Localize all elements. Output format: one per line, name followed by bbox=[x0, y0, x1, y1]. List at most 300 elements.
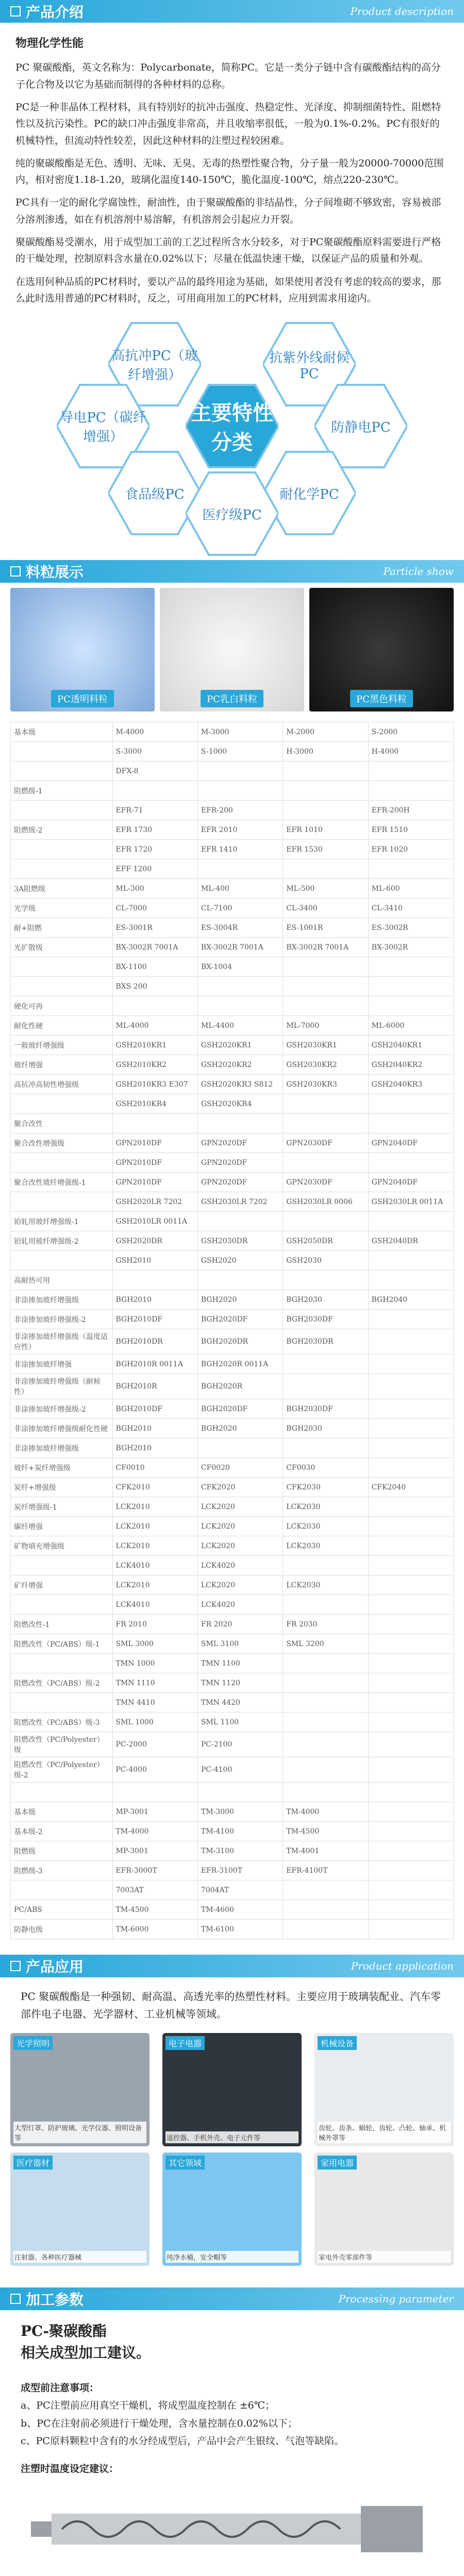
table-row bbox=[11, 1458, 454, 1478]
table-cell bbox=[11, 977, 113, 996]
table-cell: 矿物填充增强级 bbox=[11, 1536, 113, 1556]
table-cell bbox=[11, 761, 113, 781]
table-cell bbox=[368, 1497, 453, 1517]
table-cell bbox=[197, 996, 283, 1016]
table-cell bbox=[368, 1251, 453, 1270]
table-cell: BGH2030 bbox=[283, 1419, 368, 1438]
table-cell: CL-7100 bbox=[197, 899, 283, 918]
table-cell: BGH2020R bbox=[197, 1374, 283, 1399]
table-cell: LCK2010 bbox=[112, 1575, 197, 1595]
table-cell: GSH2020KR4 bbox=[197, 1094, 283, 1114]
table-cell bbox=[11, 1556, 113, 1575]
table-cell bbox=[197, 1783, 283, 1802]
table-cell bbox=[368, 1438, 453, 1458]
table-cell: TMN 1120 bbox=[197, 1673, 283, 1693]
table-cell: LCK2010 bbox=[112, 1517, 197, 1536]
table-cell bbox=[197, 1114, 283, 1133]
table-cell: GSH2030DR bbox=[197, 1231, 283, 1251]
pc-title: PC-聚碳酸酯 相关成型加工建议。 bbox=[21, 2323, 151, 2362]
table-cell bbox=[368, 1556, 453, 1575]
table-cell bbox=[11, 801, 113, 820]
table-cell: BGH2010 bbox=[112, 1419, 197, 1438]
table-cell: 炭纤+增强级 bbox=[11, 1478, 113, 1497]
table-cell: CL-7000 bbox=[112, 899, 197, 918]
table-cell: LCK2020 bbox=[197, 1536, 283, 1556]
table-cell: GPN2020DF bbox=[197, 1173, 283, 1192]
para-1: PC 聚碳酸酯，英文名称为：Polycarbonate，简称PC。它是一类分子链中含有碳酸酯结构的高分子化合物及以它为基础而制得的各种材料的总称。 bbox=[15, 62, 441, 90]
table-row bbox=[11, 1016, 454, 1036]
table-cell: GPN2010DF bbox=[112, 1173, 197, 1192]
table-cell: 阻燃改性（PC/Polyester）级-2 bbox=[11, 1757, 113, 1783]
table-cell: 高耐热可用 bbox=[11, 1270, 113, 1290]
table-cell: CFK2040 bbox=[368, 1478, 453, 1497]
table-cell: LCK2030 bbox=[283, 1517, 368, 1536]
table-cell: 非涂掺加玻纤增强级 bbox=[11, 1438, 113, 1458]
table-cell: BGH2010 bbox=[112, 1290, 197, 1310]
table-cell: 阻燃改性（PC/ABS）级-2 bbox=[11, 1673, 113, 1693]
table-row bbox=[11, 1055, 454, 1075]
table-cell bbox=[368, 996, 453, 1016]
table-cell: GPN2030DF bbox=[283, 1173, 368, 1192]
table-cell bbox=[368, 957, 453, 977]
table-row bbox=[11, 1173, 454, 1192]
table-cell: GSH2030LR 7202 bbox=[197, 1192, 283, 1212]
table-cell: 非涂掺加玻纤增强级-2 bbox=[11, 1310, 113, 1329]
table-cell: BGH2010R 0011A bbox=[112, 1354, 197, 1374]
hex-item: 医疗级PC bbox=[186, 467, 278, 560]
table-row bbox=[11, 1270, 454, 1290]
table-cell: LCK4010 bbox=[112, 1595, 197, 1615]
table-cell bbox=[368, 1654, 453, 1673]
hex-item: 食品级PC bbox=[108, 447, 201, 539]
particle-image bbox=[10, 588, 155, 711]
table-cell: GSH2010KR2 bbox=[112, 1055, 197, 1075]
table-cell: TMN 4410 bbox=[112, 1693, 197, 1713]
table-cell: GSH2030KR3 bbox=[283, 1075, 368, 1094]
table-cell: CL-3410 bbox=[368, 899, 453, 918]
table-cell: TM-4500 bbox=[112, 1900, 197, 1920]
table-cell: PC-2100 bbox=[197, 1732, 283, 1757]
table-cell bbox=[368, 859, 453, 879]
table-cell: GSH2050DR bbox=[283, 1231, 368, 1251]
table-cell: ML-4000 bbox=[112, 1016, 197, 1036]
table-cell: TMN 1000 bbox=[112, 1654, 197, 1673]
table-cell: 阻燃级-3 bbox=[11, 1861, 113, 1880]
hex-item: 导电PC（碳纤增强） bbox=[57, 380, 150, 472]
table-cell: 7004AT bbox=[197, 1880, 283, 1900]
table-cell bbox=[368, 781, 453, 801]
table-cell: CF0030 bbox=[283, 1458, 368, 1478]
table-row bbox=[11, 1822, 454, 1841]
table-cell: EFR-3000T bbox=[112, 1861, 197, 1880]
table-cell: 基本级 bbox=[11, 722, 113, 742]
table-cell: 阻燃改性（PC/ABS）级-1 bbox=[11, 1634, 113, 1654]
table-cell: BX-3002R 7001A bbox=[112, 938, 197, 957]
table-cell bbox=[368, 1861, 453, 1880]
table-row bbox=[11, 1634, 454, 1654]
para-5: 聚碳酸酯易受潮水，用于成型加工前的工艺过程所含水分较多，对于PC聚碳酸酯原料需要进行严格的干燥处理，控制原料含水量在0.02%以下；尽量在低温快速干燥，以保证产品的质量和外观。 bbox=[15, 236, 441, 265]
section-header-processing: 加工参数 Processing parameter bbox=[0, 2287, 464, 2310]
table-cell: GPN2020DF bbox=[197, 1153, 283, 1173]
app-label: 其它领域 bbox=[165, 2156, 205, 2170]
table-cell bbox=[283, 1374, 368, 1399]
table-cell: 矿纤增强 bbox=[11, 1575, 113, 1595]
app-label: 家用电器 bbox=[318, 2156, 357, 2170]
table-cell bbox=[283, 1270, 368, 1290]
table-cell: GSH2030 bbox=[283, 1251, 368, 1270]
table-cell bbox=[283, 1673, 368, 1693]
table-cell: BGH2020 bbox=[197, 1419, 283, 1438]
table-cell: BGH2020DR bbox=[197, 1329, 283, 1354]
table-row bbox=[11, 1841, 454, 1861]
table-cell bbox=[368, 1329, 453, 1354]
table-cell: SML 1000 bbox=[112, 1713, 197, 1732]
table-cell: MP-3001 bbox=[112, 1841, 197, 1861]
app-desc: 齿轮、齿条、蜗轮、齿轮、凸轮、轴承、机械外罩等 bbox=[318, 2122, 451, 2143]
square-icon bbox=[10, 2294, 21, 2304]
para-4: PC具有一定的耐化学腐蚀性，耐油性，由于聚碳酸酯的非结晶性，分子间堆砌不够致密，容易被部分溶剂渗透，如在有机溶剂中易溶解，有机溶剂会引起应力开裂。 bbox=[15, 197, 441, 225]
table-cell bbox=[368, 1094, 453, 1114]
table-cell bbox=[283, 1114, 368, 1133]
table-row bbox=[11, 1192, 454, 1212]
particle-caption: PC透明料粒 bbox=[51, 690, 114, 707]
table-row bbox=[11, 859, 454, 879]
table-cell: S-2000 bbox=[368, 722, 453, 742]
table-cell: TM-6000 bbox=[112, 1920, 197, 1939]
table-row bbox=[11, 1880, 454, 1900]
section-header-particle-show: 料粒展示 Particle show bbox=[0, 560, 464, 583]
table-cell: 3A阻燃级 bbox=[11, 879, 113, 899]
table-row bbox=[11, 801, 454, 820]
table-cell bbox=[368, 1575, 453, 1595]
table-row bbox=[11, 996, 454, 1016]
table-cell: EFR-200H bbox=[368, 801, 453, 820]
table-row bbox=[11, 879, 454, 899]
table-cell: EFR 1010 bbox=[283, 820, 368, 840]
table-cell: GSH2040KR1 bbox=[368, 1036, 453, 1055]
table-cell: BGH2040 bbox=[368, 1290, 453, 1310]
table-cell: GSH2020KR2 bbox=[197, 1055, 283, 1075]
table-cell bbox=[112, 1114, 197, 1133]
table-row bbox=[11, 1374, 454, 1399]
table-cell bbox=[368, 761, 453, 781]
table-cell bbox=[368, 1841, 453, 1861]
table-row bbox=[11, 1212, 454, 1231]
table-cell: EFR 1510 bbox=[368, 820, 453, 840]
table-cell: GPN2010DF bbox=[112, 1133, 197, 1153]
table-cell: ML-6000 bbox=[368, 1016, 453, 1036]
table-row bbox=[11, 1783, 454, 1802]
hex-center: 主要特性分类 bbox=[186, 380, 278, 472]
table-cell bbox=[112, 1783, 197, 1802]
table-row bbox=[11, 977, 454, 996]
table-cell: CF0020 bbox=[197, 1458, 283, 1478]
table-cell bbox=[11, 957, 113, 977]
table-cell bbox=[283, 1732, 368, 1757]
table-row bbox=[11, 1438, 454, 1458]
table-cell: EFR-3100T bbox=[197, 1861, 283, 1880]
table-cell bbox=[283, 1654, 368, 1673]
table-cell: LCK4020 bbox=[197, 1595, 283, 1615]
para-6: 在选用何种品质的PC材料时，要以产品的最终用途为基础，如果使用者没有考虑的较高的要求，那么此时选用普通的PC材料时，反之，可用商用加工的PC材料，应用到需求用途内。 bbox=[15, 276, 441, 304]
table-row bbox=[11, 938, 454, 957]
table-cell bbox=[11, 1153, 113, 1173]
table-cell bbox=[283, 1693, 368, 1713]
table-cell: PC-4100 bbox=[197, 1757, 283, 1783]
table-cell: EFR-4100T bbox=[283, 1861, 368, 1880]
table-cell: GSH2020KR1 bbox=[197, 1036, 283, 1055]
table-cell: 阻燃改性（PC/Polyester）级 bbox=[11, 1732, 113, 1757]
table-cell: GSH2030KR1 bbox=[283, 1036, 368, 1055]
table-cell: EFR 1530 bbox=[283, 840, 368, 859]
table-row bbox=[11, 899, 454, 918]
table-cell bbox=[368, 1212, 453, 1231]
table-cell bbox=[368, 1920, 453, 1939]
table-cell: TM-6100 bbox=[197, 1920, 283, 1939]
table-cell: TM-4600 bbox=[197, 1900, 283, 1920]
table-cell: FR 2010 bbox=[112, 1615, 197, 1634]
table-cell: MP-3001 bbox=[112, 1802, 197, 1822]
table-row bbox=[11, 1133, 454, 1153]
table-cell: S-1000 bbox=[197, 742, 283, 761]
table-cell bbox=[197, 1438, 283, 1458]
square-icon bbox=[10, 1961, 21, 1971]
table-row bbox=[11, 1231, 454, 1251]
table-cell bbox=[197, 977, 283, 996]
table-cell: BX-1004 bbox=[197, 957, 283, 977]
table-cell bbox=[368, 1270, 453, 1290]
para-2: PC是一种非晶体工程材料，具有特别好的抗冲击强度、热稳定性、光泽度、抑制细菌特性、阻燃特性以及抗污染性。PC的缺口冲击强度非常高，并且收缩率很低，一般为0.1%-0.2%。PC有很好的机械特性，但流动特性较差，因此这种材料的注塑过程较困难。 bbox=[15, 101, 441, 146]
table-row bbox=[11, 1595, 454, 1615]
table-cell: 硬化可再 bbox=[11, 996, 113, 1016]
table-cell: BX-3002R 7001A bbox=[197, 938, 283, 957]
table-row bbox=[11, 1075, 454, 1094]
table-cell bbox=[11, 840, 113, 859]
table-cell: GSH2010KR1 bbox=[112, 1036, 197, 1055]
table-cell: 铂轧用玻纤增强级-1 bbox=[11, 1212, 113, 1231]
table-cell bbox=[283, 1556, 368, 1575]
hex-item: 高抗冲PC（玻纤增强） bbox=[108, 318, 201, 411]
table-cell bbox=[368, 1757, 453, 1783]
table-cell: LCK2010 bbox=[112, 1536, 197, 1556]
table-row bbox=[11, 1900, 454, 1920]
table-cell: TM-4500 bbox=[283, 1822, 368, 1841]
app-desc: 家电外壳零部件等 bbox=[318, 2251, 451, 2263]
app-desc: 遥控器、手机外壳、电子元件等 bbox=[165, 2131, 299, 2143]
table-row bbox=[11, 1802, 454, 1822]
table-cell: 阻燃级-2 bbox=[11, 820, 113, 840]
table-cell: CFK2010 bbox=[112, 1478, 197, 1497]
table-cell bbox=[283, 781, 368, 801]
table-cell bbox=[283, 1595, 368, 1615]
table-cell: 碳纤增强 bbox=[11, 1517, 113, 1536]
table-cell: TMN 4420 bbox=[197, 1693, 283, 1713]
app-label: 光学照明 bbox=[13, 2036, 53, 2050]
table-cell bbox=[11, 1192, 113, 1212]
table-cell: BGH2030DF bbox=[283, 1399, 368, 1419]
table-cell: 阻燃级-1 bbox=[11, 781, 113, 801]
table-row bbox=[11, 1354, 454, 1374]
table-row bbox=[11, 1399, 454, 1419]
table-cell: S-3000 bbox=[112, 742, 197, 761]
table-cell: BGH2020DF bbox=[197, 1310, 283, 1329]
app-card bbox=[314, 2153, 454, 2266]
table-cell: 耐化性硬 bbox=[11, 1016, 113, 1036]
table-cell bbox=[197, 781, 283, 801]
table-cell: GSH2030LR 0011A bbox=[368, 1192, 453, 1212]
table-cell: LCK2020 bbox=[197, 1517, 283, 1536]
table-cell: GSH2040DR bbox=[368, 1231, 453, 1251]
table-cell: SML 3000 bbox=[112, 1634, 197, 1654]
table-row bbox=[11, 1575, 454, 1595]
table-cell bbox=[283, 859, 368, 879]
table-cell: BGH2010R bbox=[112, 1374, 197, 1399]
app-label: 电子电器 bbox=[165, 2036, 205, 2050]
table-cell: PC/ABS bbox=[11, 1900, 113, 1920]
table-cell: SML 1100 bbox=[197, 1713, 283, 1732]
table-cell: ES-3004R bbox=[197, 918, 283, 938]
table-row bbox=[11, 1757, 454, 1783]
table-cell: M-4000 bbox=[112, 722, 197, 742]
table-cell bbox=[283, 1920, 368, 1939]
table-row bbox=[11, 840, 454, 859]
table-cell bbox=[197, 1270, 283, 1290]
table-row bbox=[11, 1654, 454, 1673]
physchem-block bbox=[0, 23, 464, 307]
table-cell: ES-3001R bbox=[112, 918, 197, 938]
table-cell: 基本级 bbox=[11, 1802, 113, 1822]
table-cell: 耐+阻燃 bbox=[11, 918, 113, 938]
particle-images bbox=[0, 583, 464, 717]
table-cell: FR 2030 bbox=[283, 1615, 368, 1634]
table-cell: TMN 1100 bbox=[197, 1654, 283, 1673]
table-cell bbox=[283, 1438, 368, 1458]
table-cell: ML-600 bbox=[368, 879, 453, 899]
table-cell: BX-3002R 7001A bbox=[283, 938, 368, 957]
table-cell: LCK2030 bbox=[283, 1497, 368, 1517]
table-cell bbox=[368, 977, 453, 996]
table-cell: BGH2030DF bbox=[283, 1310, 368, 1329]
table-cell bbox=[368, 1374, 453, 1399]
table-cell: BGH2030DR bbox=[283, 1329, 368, 1354]
table-cell bbox=[11, 859, 113, 879]
table-cell bbox=[112, 781, 197, 801]
table-cell: BX-1100 bbox=[112, 957, 197, 977]
table-cell: CFK2020 bbox=[197, 1478, 283, 1497]
table-cell bbox=[368, 1354, 453, 1374]
table-cell: BGH2020DF bbox=[197, 1399, 283, 1419]
app-intro: PC 聚碳酸酯是一种强韧、耐高温、高透光率的热塑性材料。主要应用于玻璃装配业、汽车零部件电子电器、光学器材、工业机械等领域。 bbox=[21, 1990, 441, 2021]
table-cell: GSH2010KR3 E307 bbox=[112, 1075, 197, 1094]
table-cell: BGH2030 bbox=[283, 1290, 368, 1310]
table-cell: 聚合改性增强级 bbox=[11, 1133, 113, 1153]
app-grid bbox=[0, 2033, 464, 2272]
table-row bbox=[11, 1329, 454, 1354]
table-cell: BGH2020R 0011A bbox=[197, 1354, 283, 1374]
app-card bbox=[10, 2033, 150, 2146]
table-row bbox=[11, 1114, 454, 1133]
table-cell bbox=[368, 1900, 453, 1920]
table-row bbox=[11, 1036, 454, 1055]
table-cell: EFR-71 bbox=[112, 801, 197, 820]
table-cell bbox=[368, 1634, 453, 1654]
app-card bbox=[314, 2033, 454, 2146]
table-cell: BGH2010DR bbox=[112, 1329, 197, 1354]
table-cell: 非涂掺加玻纤增强级 bbox=[11, 1290, 113, 1310]
table-row bbox=[11, 1153, 454, 1173]
table-cell: ES-1001R bbox=[283, 918, 368, 938]
table-cell bbox=[368, 1615, 453, 1634]
injection-machine-diagram bbox=[10, 2483, 454, 2575]
table-row bbox=[11, 742, 454, 761]
table-cell: GSH2020KR3 S812 bbox=[197, 1075, 283, 1094]
app-card bbox=[10, 2153, 150, 2266]
app-desc: 注射器、各种医疗器械 bbox=[13, 2251, 146, 2263]
table-row bbox=[11, 1615, 454, 1634]
table-cell bbox=[368, 1114, 453, 1133]
app-desc: 纯净水桶，安全帽等 bbox=[165, 2251, 299, 2263]
table-cell: EFR 1020 bbox=[368, 840, 453, 859]
table-cell: H-4000 bbox=[368, 742, 453, 761]
table-cell bbox=[368, 1458, 453, 1478]
table-cell: GSH2040KR3 bbox=[368, 1075, 453, 1094]
table-cell: GPN2010DF bbox=[112, 1153, 197, 1173]
table-cell: TM-3100 bbox=[197, 1841, 283, 1861]
table-cell: LCK4010 bbox=[112, 1556, 197, 1575]
table-row bbox=[11, 1861, 454, 1880]
table-cell: BX-3002R bbox=[368, 938, 453, 957]
table-cell: DFX-8 bbox=[112, 761, 197, 781]
table-cell bbox=[368, 1517, 453, 1536]
table-row bbox=[11, 781, 454, 801]
table-cell: BGH2020 bbox=[197, 1290, 283, 1310]
table-cell: 聚合改性玻纤增强级-1 bbox=[11, 1173, 113, 1192]
table-cell: 非涂掺加玻纤增强级（温度适应性） bbox=[11, 1329, 113, 1354]
para-3: 纯的聚碳酸酯是无色、透明、无味、无臭、无毒的热塑性聚合物，分子量一般为20000-70000范围内，相对密度1.18-1.20，玻璃化温度140-150℃，脆化温度-100℃，熔点220-230℃。 bbox=[15, 157, 444, 186]
table-cell bbox=[368, 1536, 453, 1556]
table-cell: 玻纤+炭纤增强级 bbox=[11, 1458, 113, 1478]
table-row bbox=[11, 1713, 454, 1732]
table-cell bbox=[368, 1802, 453, 1822]
table-cell: TM-4100 bbox=[197, 1822, 283, 1841]
table-cell: ML-4400 bbox=[197, 1016, 283, 1036]
table-cell: 阻燃改性（PC/ABS）级-3 bbox=[11, 1713, 113, 1732]
table-cell: TMN 1110 bbox=[112, 1673, 197, 1693]
table-cell: EFR 1410 bbox=[197, 840, 283, 859]
table-cell bbox=[283, 1153, 368, 1173]
table-cell bbox=[112, 996, 197, 1016]
particle-caption: PC乳白料粒 bbox=[201, 690, 263, 707]
table-cell bbox=[11, 1783, 113, 1802]
table-cell: EFR 2010 bbox=[197, 820, 283, 840]
table-cell bbox=[283, 801, 368, 820]
physchem-title: 物理化学性能 bbox=[15, 37, 84, 50]
table-cell bbox=[368, 1783, 453, 1802]
table-cell: 非涂掺加玻纤增强 bbox=[11, 1354, 113, 1374]
section-header-app: 产品应用 Product application bbox=[0, 1955, 464, 1977]
table-cell: GSH2020 bbox=[197, 1251, 283, 1270]
table-cell: FR 2020 bbox=[197, 1615, 283, 1634]
table-cell: ML-400 bbox=[197, 879, 283, 899]
temp-block: 注塑时温度设定建议： bbox=[21, 2463, 119, 2475]
table-cell: CF0010 bbox=[112, 1458, 197, 1478]
table-row bbox=[11, 1920, 454, 1939]
table-cell: 基本级-2 bbox=[11, 1822, 113, 1841]
table-cell: 光学级 bbox=[11, 899, 113, 918]
table-cell: GPN2030DF bbox=[283, 1133, 368, 1153]
table-row bbox=[11, 1478, 454, 1497]
table-cell: GSH2040KR2 bbox=[368, 1055, 453, 1075]
